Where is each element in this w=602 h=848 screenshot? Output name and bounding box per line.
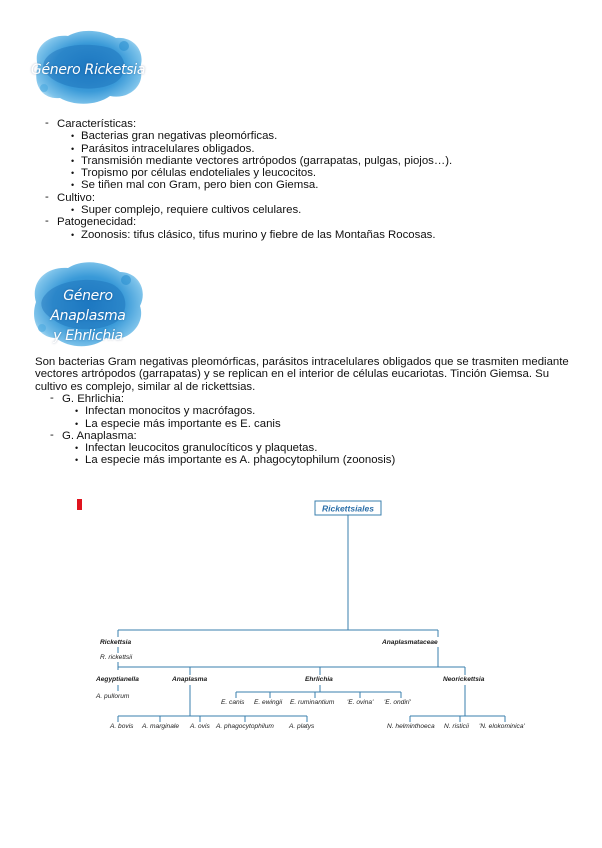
list-heading [50, 393, 590, 430]
tree-species: A. phagocytophilum [216, 723, 274, 730]
list-item: • Tropismo por células endoteliales y leucocitos. [70, 167, 585, 179]
heading-text: G. Ehrlichia: [62, 393, 125, 405]
tree-species: A. bovis [110, 723, 134, 730]
list-heading [45, 216, 585, 241]
title-line: y Ehrlichia [53, 328, 123, 344]
list-item: • Transmisión mediante vectores artrópodos (garrapatas, pulgas, piojos…). [70, 155, 585, 167]
tree-species: A. ovis [190, 723, 210, 730]
list-heading [45, 192, 585, 217]
list-item: • Zoonosis: tifus clásico, tifus murino y fiebre de las Montañas Rocosas. [70, 229, 585, 241]
tree-species: A. platys [289, 723, 315, 730]
tree-species: 'E. ondiri' [384, 699, 411, 706]
heading-text: Cultivo: [57, 191, 95, 204]
list-item: • Parásitos intracelulares obligados. [70, 143, 585, 155]
section-title [30, 286, 146, 346]
list-item: • Infectan leucocitos granulocíticos y plaquetas. [74, 442, 590, 454]
tree-species: A. marginale [142, 723, 180, 730]
list-item: • Super complejo, requiere cultivos celulares. [70, 204, 585, 216]
intro-paragraph: Son bacterias Gram negativas pleomórficas, parásitos intracelulares obligados que se trasmiten mediante vectores artrópodos (garrapatas) y se replican en el interior de células eucariotas. Tinción Giemsa. Su cultivo es complejo, similar al de rickettsias. [35, 356, 569, 393]
heading-text: Características: [57, 118, 137, 130]
tree-node: Neorickettsia [443, 676, 485, 683]
tree-species: N. helminthoeca [387, 723, 435, 730]
list-item: • Bacterias gran negativas pleomórficas. [70, 130, 585, 142]
section-anaplasma-content [50, 393, 590, 467]
tree-node: Anaplasma [172, 676, 208, 683]
tree-node: Anaplasmataceae [382, 639, 438, 646]
title-line: Género Anaplasma [50, 288, 126, 324]
tree-species: E. canis [221, 699, 245, 706]
tree-node: Ehrlichia [305, 676, 333, 683]
tree-species: R. rickettsii [100, 654, 133, 661]
tree-species: A. pullorum [96, 693, 130, 700]
tree-species: 'E. ovina' [347, 699, 374, 706]
tree-species: E. ewingii [254, 699, 283, 706]
tree-species: N. risticii [444, 723, 469, 730]
taxonomy-tree [0, 495, 602, 745]
tree-species: E. ruminantium [290, 699, 335, 706]
list-item: • Se tiñen mal con Gram, pero bien con Giemsa. [70, 179, 585, 191]
list-item: • Infectan monocitos y macrófagos. [74, 405, 590, 417]
list-item: • La especie más importante es A. phagocytophilum (zoonosis) [74, 454, 590, 466]
header-ricketsia [30, 26, 146, 108]
heading-text: Patogenecidad: [57, 216, 137, 229]
tree-species: 'N. elokominica' [479, 723, 525, 730]
list-heading [50, 430, 590, 467]
list-item: • La especie más importante es E. canis [74, 418, 590, 430]
section-ricketsia-content [45, 118, 585, 241]
section-title: Género Ricketsia [30, 62, 146, 78]
tree-lines [118, 515, 505, 722]
heading-text: G. Anaplasma: [62, 429, 137, 442]
tree-node: Aegyptianella [96, 676, 139, 683]
list-heading [45, 118, 585, 192]
header-anaplasma-ehrlichia [30, 258, 146, 350]
tree-node: Rickettsia [100, 639, 132, 646]
tree-root: Rickettsiales [322, 503, 374, 514]
